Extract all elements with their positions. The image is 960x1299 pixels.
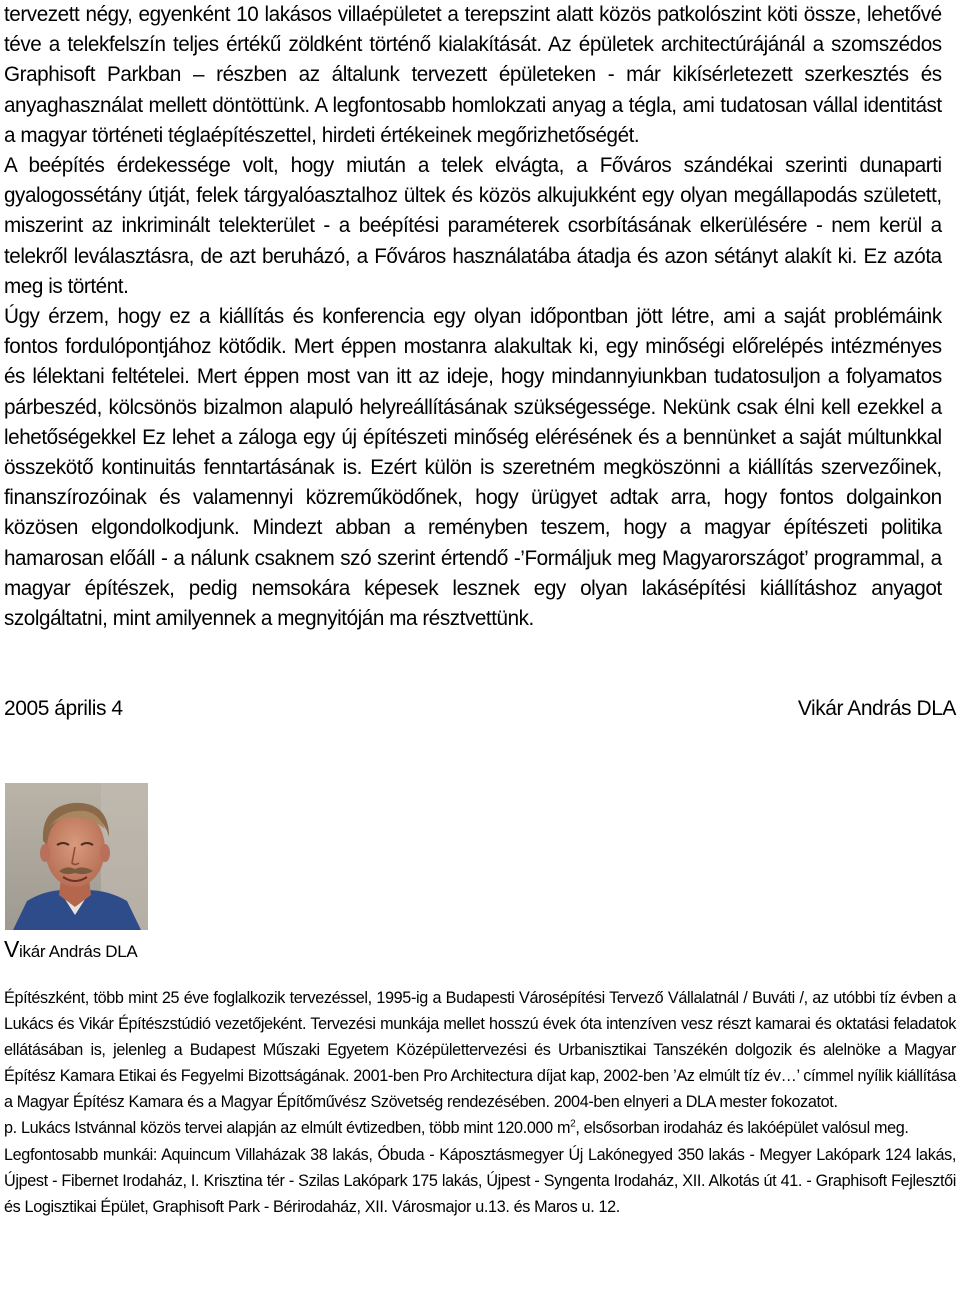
caption-rest: ikár András DLA: [19, 942, 138, 961]
paragraph-villas: tervezett négy, egyenként 10 lakásos villaépületet a terepszint alatt közös patkolószint köti össze, lehetővé téve a telekfelszín teljes értékű zöldként történő kialakítását. Az épületek architectúrájánál a szomszédos Graphisoft Parkban – részben az általunk tervezett épületeken - már kikísérletezett szerkesztés és anyaghasználat mellett döntöttünk. A legfontosabb homlokzati anyag a tégla, ami tudatosan vállal identitást a magyar történeti téglaépítészettel, hirdeti értékeinek megőrizhetőségét.: [4, 3, 942, 147]
bio-paragraph-works-area: [4, 1115, 956, 1141]
paragraph-promenade: A beépítés érdekessége volt, hogy miután a telek elvágta, a Főváros szándékai szerinti dunaparti gyalogossétány útját, felek tárgyalóasztalhoz ültek és közös alkujukként egy olyan megállapodás született, miszerint az inkriminált telekterület - a beépítési paraméterek csorbításának elkerülésére - nem kerül a telekről leválasztásra, de azt beruházó, a Főváros használatába átadja és azon sétányt alakít ki. Ez azóta meg is történt.: [4, 154, 942, 298]
photo-caption: [4, 936, 137, 965]
signature-date: 2005 április 4: [4, 697, 123, 720]
portrait-photo: [5, 783, 148, 930]
main-text: [4, 0, 942, 634]
signature-line: [4, 694, 956, 724]
bio-p2-before: p. Lukács Istvánnal közös tervei alapján az elmúlt évtizedben, több mint 120.000 m: [4, 1119, 571, 1138]
bio-p2-after: , elsősorban irodaház és lakóépület valósul meg.: [575, 1119, 909, 1138]
bio-paragraph-main-works: Legfontosabb munkái: Aquincum Villaházak 38 lakás, Óbuda - Káposztásmegyer Új Lakónegyed 350 lakás - Megyer Lakópark 124 lakás, Újpest - Fibernet Irodaház, I. Krisztina tér - Szilas Lakópark 175 lakás, Újpest - Syngenta Irodaház, XII. Alkotás út 41. - Graphisoft Fejlesztői és Logisztikai Épület, Graphisoft Park - Bérirodaház, XII. Városmajor u.13. és Maros u. 12.: [4, 1145, 956, 1216]
bio-p2-superscript: 2: [570, 1119, 576, 1131]
biography: [4, 985, 956, 1220]
paragraph-exhibition: Úgy érzem, hogy ez a kiállítás és konferencia egy olyan időpontban jött létre, ami a saját problémáink fontos fordulópontjához kötődik. Mert éppen mostanra alakultak ki, egy minőségi előrelépés intézményes és lélektani feltételei. Mert éppen most van itt az ideje, hogy mindannyiunkban tudatosuljon a folyamatos párbeszéd, kölcsönös bizalmon alapuló helyreállításának szükségessége. Nekünk csak élni kell ezekkel a lehetőségekkel Ez lehet a záloga egy új építészeti minőség elérésének és a bennünket a saját múltunkkal összekötő kontinuitás fenntartásának is. Ezért külön is szeretném megköszönni a kiállítás szervezőinek, finanszírozóinak és valamennyi közreműködőnek, hogy ürügyet adtak arra, hogy fontos dolgainkon közösen elgondolkodjunk. Mindezt abban a reményben teszem, hogy a magyar építészeti politika hamarosan előáll - a nálunk csaknem szó szerint értendő -’Formáljuk meg Magyarországot’ programmal, a magyar építészek, pedig nemsokára képesek lesznek egy olyan lakásépítési kiállításhoz anyagot szolgáltatni, mint amilyennek a megnyitóján ma résztvettünk.: [4, 305, 942, 631]
portrait-image: [5, 783, 148, 930]
signature-name: Vikár András DLA: [797, 697, 956, 720]
caption-initial: V: [4, 936, 20, 962]
bio-paragraph-career: Építészként, több mint 25 éve foglalkozik tervezéssel, 1995-ig a Budapesti Városépítési Tervező Vállalatnál / Buváti /, az utóbbi tíz évben a Lukács és Vikár Építészstúdió vezetőjeként. Tervezési munkája mellet hosszú évek óta intenzíven vesz részt kamarai és oktatási feladatok ellátásában is, jelenleg a Budapest Műszaki Egyetem Középülettervezési és Urbanisztikai Tanszékén dolgozik és alelnöke a Magyar Építész Kamara Etikai és Fegyelmi Bizottságának. 2001-ben Pro Architectura díjat kap, 2002-ben ’Az elmúlt tíz év…’ címmel nyílik kiállítása a Magyar Építész Kamara és a Magyar Építőművész Szövetség rendezésében. 2004-ben elnyeri a DLA mester fokozatot.: [4, 989, 956, 1112]
